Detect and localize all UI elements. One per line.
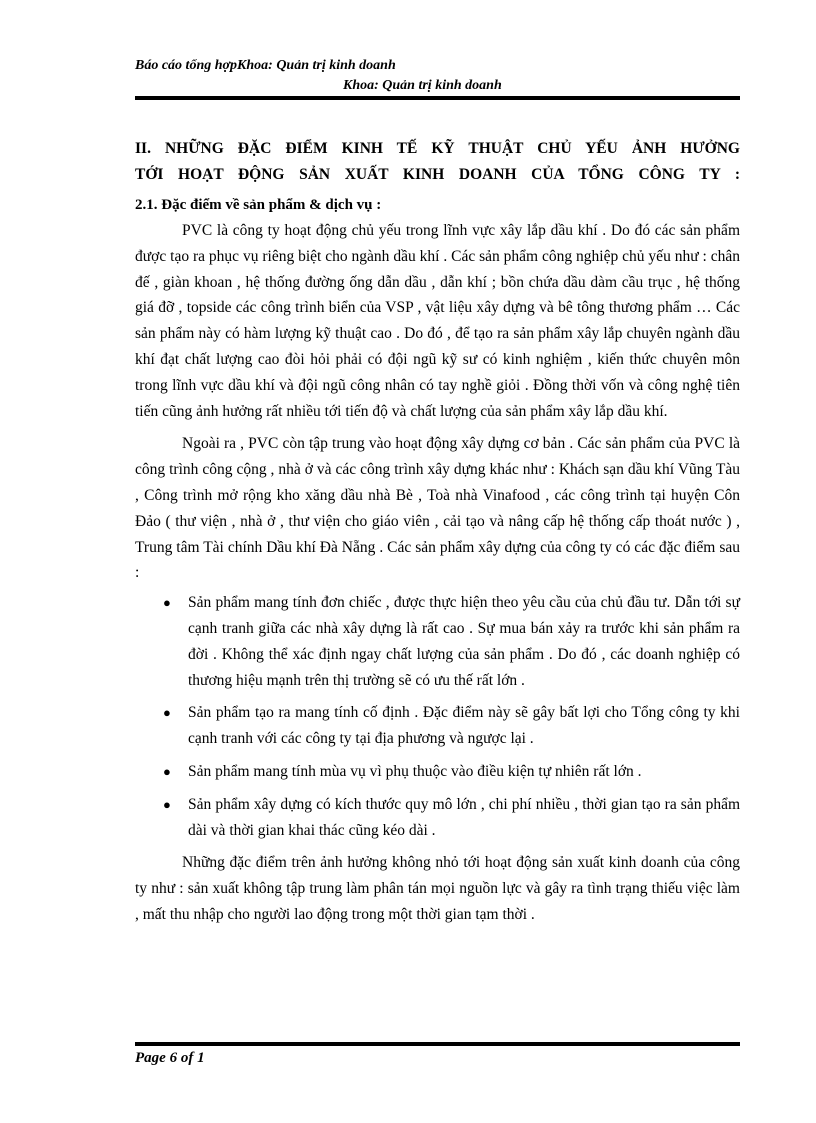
page-number: Page 6 of 1: [135, 1050, 205, 1066]
bullet-icon: ●: [163, 705, 171, 721]
header-rule: [135, 96, 740, 100]
list-item: [135, 700, 740, 752]
subsection-title: 2.1. Đặc điểm về sản phẩm & dịch vụ :: [135, 197, 382, 213]
list-item-text: Sản phẩm xây dựng có kích thước quy mô lớn , chi phí nhiều , thời gian tạo ra sản phẩm dài và thời gian khai thác cũng kéo dài .: [188, 795, 740, 839]
list-item: [135, 590, 740, 693]
bullet-list: [135, 590, 740, 843]
section-title-line-1: II. NHỮNG ĐẶC ĐIỂM KINH TẾ KỸ THUẬT CHỦ YẾU ẢNH HƯỞNG: [135, 140, 740, 157]
paragraph-2: Ngoài ra , PVC còn tập trung vào hoạt động xây dựng cơ bản . Các sản phẩm của PVC là công trình công cộng , nhà ở và các công trình xây dựng khác như : Khách sạn dầu khí Vũng Tàu , Công trình mở rộng kho xăng dầu nhà Bè , Toà nhà Vinafood , các công trình tại huyện Côn Đảo ( thư viện , nhà ở , thư viện cho giáo viên , cải tạo và nâng cấp hệ thống cấp thoát nước ) , Trung tâm Tài chính Dầu khí Đà Nẵng . Các sản phẩm xây dựng của công ty có các đặc điểm sau :: [135, 435, 740, 582]
bullet-icon: ●: [163, 595, 171, 611]
list-item: [135, 759, 740, 785]
page-header: [135, 56, 740, 96]
paragraph-3: Những đặc điểm trên ảnh hưởng không nhỏ tới hoạt động sản xuất kinh doanh của công ty như : sản xuất không tập trung làm phân tán mọi nguồn lực và gây ra tình trạng thiếu việc làm , mất thu nhập cho người lao động trong một thời gian tạm thời .: [135, 854, 740, 923]
list-item-text: Sản phẩm mang tính đơn chiếc , được thực hiện theo yêu cầu của chủ đầu tư. Dẫn tới sự cạnh tranh giữa các nhà xây dựng là rất cao . Sự mua bán xảy ra trước khi sản phẩm ra đời . Không thể xác định ngay chất lượng của sản phẩm . Do đó , các doanh nghiệp có thương hiệu mạnh trên thị trường sẽ có ưu thế rất lớn .: [188, 594, 740, 689]
list-item-text: Sản phẩm mang tính mùa vụ vì phụ thuộc vào điều kiện tự nhiên rất lớn .: [188, 762, 642, 780]
header-line-1: Báo cáo tổng hợpKhoa: Quản trị kinh doanh: [135, 58, 396, 73]
footer-rule: [135, 1042, 740, 1046]
bullet-icon: ●: [163, 763, 171, 779]
list-item-text: Sản phẩm tạo ra mang tính cố định . Đặc điểm này sẽ gây bất lợi cho Tổng công ty khi cạnh tranh với các công ty tại địa phương và ngược lại .: [188, 704, 740, 748]
section-title-line-2: TỚI HOẠT ĐỘNG SẢN XUẤT KINH DOANH CỦA TỔNG CÔNG TY :: [135, 166, 740, 183]
bullet-icon: ●: [163, 796, 171, 812]
paragraph-1: PVC là công ty hoạt động chủ yếu trong lĩnh vực xây lắp dầu khí . Do đó các sản phẩm được tạo ra phục vụ riêng biệt cho ngành dầu khí . Các sản phẩm công nghiệp chủ yếu như : chân đế , giàn khoan , hệ thống đường ống dẫn dầu , dẫn khí ; bồn chứa dầu dàm cầu trục , hệ thống giá đỡ , topside các công trình biển của VSP , vật liệu xây dựng và bê tông thương phẩm … Các sản phẩm này có hàm lượng kỹ thuật cao . Do đó , để tạo ra sản phẩm xây lắp chuyên ngành dầu khí đạt chất lượng cao đòi hỏi phải có đội ngũ kỹ sư có kinh nghiệm , kiến thức chuyên môn trong lĩnh vực dầu khí và đội ngũ công nhân có tay nghề giỏi . Đồng thời vốn và công nghệ tiên tiến cũng ảnh hưởng rất nhiều tới tiến độ và chất lượng của sản phẩm xây lắp dầu khí.: [135, 222, 740, 420]
list-item: [135, 792, 740, 844]
header-line-2: Khoa: Quản trị kinh doanh: [343, 78, 502, 93]
document-body: [135, 136, 740, 928]
